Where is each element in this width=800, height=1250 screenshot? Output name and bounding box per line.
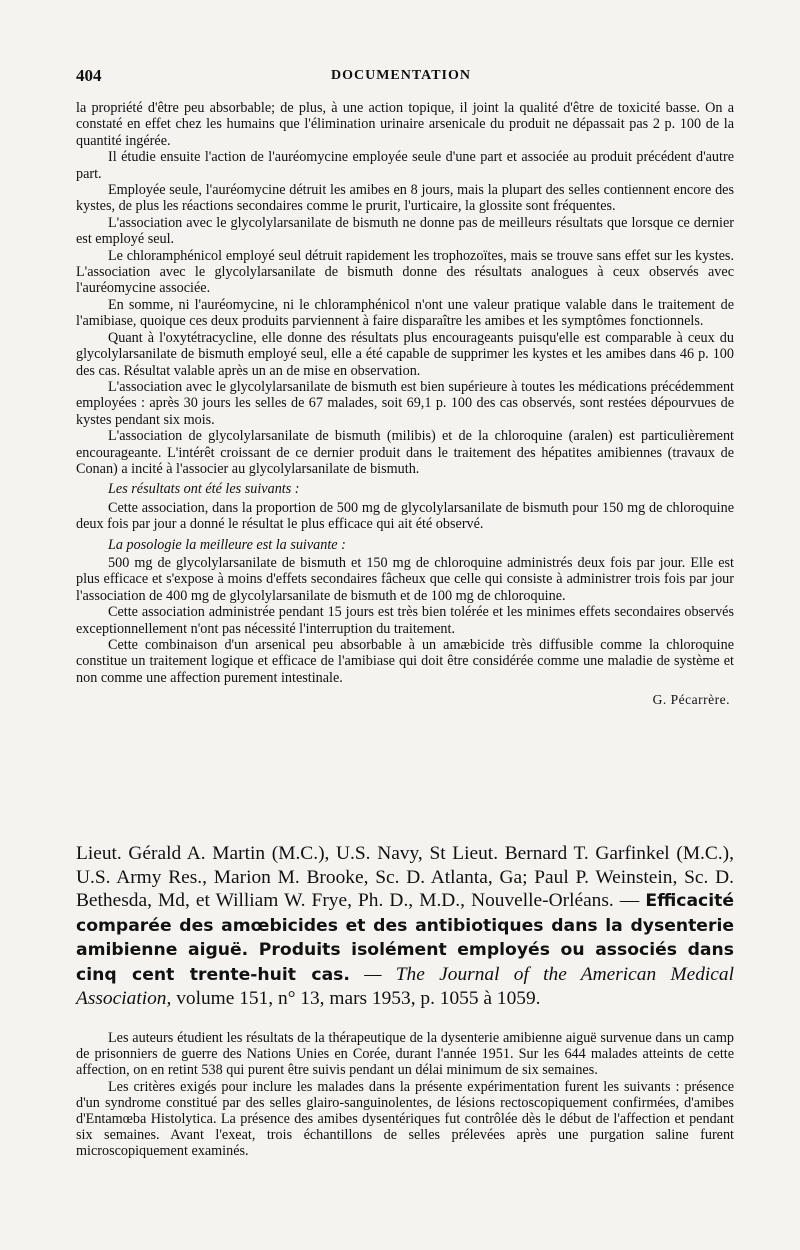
reference-title: Efficacité comparée des amœbicides et des antibiotiques dans la dysenterie amibienne aiguë. Produits isolément employés ou associés dans cinq cent trente-huit cas. [76,891,734,985]
paragraph: la propriété d'être peu absorbable; de plus, à une action topique, il joint la qualité d'être de toxicité basse. On a constaté en effet chez les humains que l'élimination urinaire arsenicale du produit ne dépassait pas 2 p. 100 de la quantité ingérée. [76,100,734,149]
results-subheading: Les résultats ont été les suivants : [108,481,300,498]
paragraph: Les critères exigés pour inclure les malades dans la présente expérimentation furent les suivants : présence d'un syndrome constitué par des selles glairo-sanguinolentes, de lésions rectoscopiquement confirmées, d'amibes d'Entamœba Histolytica. La présence des amibes dysentériques fut contrôlée dès le début de l'affection et pendant six semaines. Avant l'exeat, trois échantillons de selles prélevées après une purgation saline furent microscopiquement examinés. [76,1078,734,1160]
paragraph: Employée seule, l'auréomycine détruit les amibes en 8 jours, mais la plupart des selles contiennent encore des kystes, de plus les réactions secondaires comme le prurit, l'urticaire, la glossite sont fréquentes. [76,182,734,215]
review-body [76,100,734,709]
paragraph: L'association avec le glycolylarsanilate de bismuth ne donne pas de meilleurs résultats que lorsque ce dernier est employé seul. [76,214,734,248]
reference-summary [76,1030,734,1160]
paragraph: Il étudie ensuite l'action de l'auréomycine employée seule d'une part et associée au produit précédent d'autre part. [76,149,734,182]
page-number: 404 [76,66,102,85]
paragraph: 500 mg de glycolylarsanilate de bismuth et 150 mg de chloroquine administrés deux fois par jour. Elle est plus efficace et s'expose à moins d'effets secondaires fâcheux que celle qui consiste à administrer trois fois par jour l'association de 400 mg de glycolylarsanilate de bismuth et de 100 mg de chloroquine. [76,554,734,604]
paragraph: En somme, ni l'auréomycine, ni le chloramphénicol n'ont une valeur pratique valable dans le traitement de l'amibiase, quoique ces deux produits parviennent à faire disparaître les amibes et les symptômes fonctionnels. [76,296,734,330]
running-head: DOCUMENTATION [330,68,472,83]
paragraph: Cette association, dans la proportion de 500 mg de glycolylarsanilate de bismuth pour 150 mg de chloroquine deux fois par jour a donné le résultat le plus efficace qui ait été observé. [76,499,734,533]
article-reference [76,842,734,1011]
posology-subheading: La posologie la meilleure est la suivante : [108,536,346,553]
reference-journal: — The Journal of the American Medical Association, [76,963,734,1009]
reference-authors: Lieut. Gérald A. Martin (M.C.), U.S. Navy, St Lieut. Bernard T. Garfinkel (M.C.), U.S. Army Res., Marion M. Brooke, Sc. D. Atlanta, Ga; Paul P. Weinstein, Sc. D. Bethesda, Md, et William W. Frye, Ph. D., M.D., Nouvelle-Orléans. — [76,843,734,911]
paragraph: Quant à l'oxytétracycline, elle donne des résultats plus encourageants puisqu'elle est comparable à ceux du glycolylarsanilate de bismuth employé seul, elle a été capable de supprimer les kystes et les amibes dans 46 p. 100 des cas. Résultat valable après un an de mise en observation. [76,329,734,379]
reference-volume: volume 151, n° 13, mars 1953, p. 1055 à 1059. [176,988,541,1009]
paragraph: L'association avec le glycolylarsanilate de bismuth est bien supérieure à toutes les médications précédemment employées : après 30 jours les selles de 67 malades, soit 69,1 p. 100 des cas observés, sont restées dépourvues de kystes pendant six mois. [76,378,734,428]
page-header [76,66,726,88]
author-signature: G. Pécarrère. [652,692,730,708]
paragraph: L'association de glycolylarsanilate de bismuth (milibis) et de la chloroquine (aralen) est particulièrement encourageante. L'intérêt croissant de ce dernier produit dans le traitement des hépatites amibiennes (travaux de Conan) a incité à l'associer au glycolylarsanilate de bismuth. [76,428,734,477]
paragraph: Cette association administrée pendant 15 jours est très bien tolérée et les minimes effets secondaires observés exceptionnellement n'ont pas nécessité l'interruption du traitement. [76,604,734,637]
paragraph: Le chloramphénicol employé seul détruit rapidement les trophozoïtes, mais se trouve sans effet sur les kystes. L'association avec le glycolylarsanilate de bismuth donne des résultats analogues à ceux observés avec l'auréomycine associée. [76,247,734,297]
paragraph: Cette combinaison d'un arsenical peu absorbable à un amæbicide très diffusible comme la chloroquine constitue un traitement logique et efficace de l'amibiase qui doit être considérée comme une maladie de système et non comme une affection purement intestinale. [76,637,734,686]
paragraph: Les auteurs étudient les résultats de la thérapeutique de la dysenterie amibienne aiguë survenue dans un camp de prisonniers de guerre des Nations Unies en Corée, durant l'année 1951. Sur les 644 malades atteints de cette affection, on en retint 538 qui purent être suivis pendant un délai minimum de six semaines. [76,1030,734,1079]
